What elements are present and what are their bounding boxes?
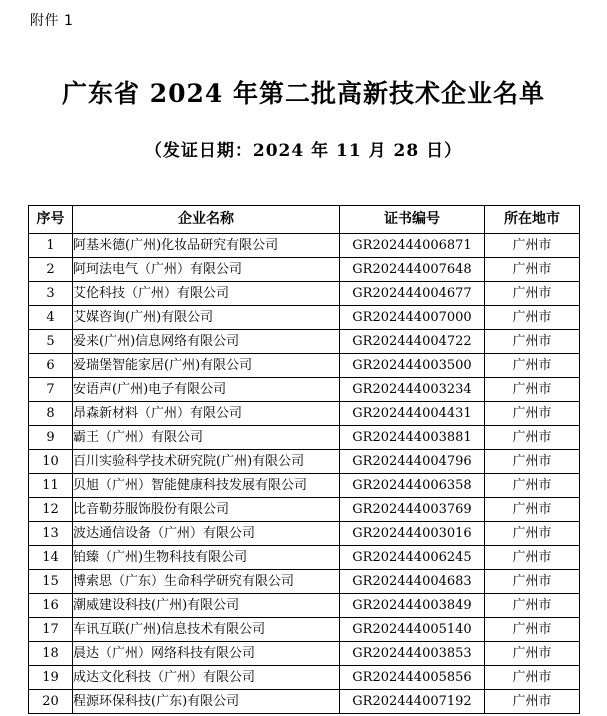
cell-enterprise-name: 霸王（广州）有限公司 (73, 426, 340, 450)
column-header-enterprise-name: 企业名称 (73, 206, 340, 234)
table-row (29, 354, 580, 378)
table-row (29, 258, 580, 282)
cell-city: 广州市 (485, 666, 580, 690)
table-row (29, 450, 580, 474)
cell-certificate-number: GR202444006871 (340, 234, 485, 258)
cell-enterprise-name: 博索思（广东）生命科学研究有限公司 (73, 570, 340, 594)
table-row (29, 402, 580, 426)
cell-city: 广州市 (485, 258, 580, 282)
cell-enterprise-name: 铂臻（广州)生物科技有限公司 (73, 546, 340, 570)
cell-enterprise-name: 比音勒芬服饰股份有限公司 (73, 498, 340, 522)
cell-enterprise-name: 艾伦科技（广州）有限公司 (73, 282, 340, 306)
table-row (29, 690, 580, 714)
cell-index: 16 (29, 594, 73, 618)
cell-city: 广州市 (485, 354, 580, 378)
column-header-index: 序号 (29, 206, 73, 234)
cell-city: 广州市 (485, 618, 580, 642)
cell-city: 广州市 (485, 546, 580, 570)
cell-city: 广州市 (485, 402, 580, 426)
page-subtitle: （发证日期：2024 年 11 月 28 日） (144, 141, 463, 161)
cell-certificate-number: GR202444003500 (340, 354, 485, 378)
table-body (29, 234, 580, 714)
table-row (29, 234, 580, 258)
cell-certificate-number: GR202444003853 (340, 642, 485, 666)
cell-enterprise-name: 阿珂法电气（广州）有限公司 (73, 258, 340, 282)
cell-index: 8 (29, 402, 73, 426)
table-row (29, 546, 580, 570)
cell-city: 广州市 (485, 282, 580, 306)
cell-index: 11 (29, 474, 73, 498)
cell-city: 广州市 (485, 234, 580, 258)
cell-enterprise-name: 晨达（广州）网络科技有限公司 (73, 642, 340, 666)
cell-index: 2 (29, 258, 73, 282)
cell-city: 广州市 (485, 642, 580, 666)
table-row (29, 618, 580, 642)
cell-enterprise-name: 贝旭（广州）智能健康科技发展有限公司 (73, 474, 340, 498)
cell-enterprise-name: 安语声(广州)电子有限公司 (73, 378, 340, 402)
cell-index: 9 (29, 426, 73, 450)
cell-certificate-number: GR202444003769 (340, 498, 485, 522)
table-row (29, 426, 580, 450)
table-row (29, 522, 580, 546)
cell-certificate-number: GR202444003849 (340, 594, 485, 618)
attachment-label: 附件 1 (30, 13, 74, 29)
cell-city: 广州市 (485, 450, 580, 474)
cell-enterprise-name: 程源环保科技(广东)有限公司 (73, 690, 340, 714)
column-header-city: 所在地市 (485, 206, 580, 234)
cell-index: 18 (29, 642, 73, 666)
cell-index: 1 (29, 234, 73, 258)
cell-certificate-number: GR202444007000 (340, 306, 485, 330)
table-row (29, 642, 580, 666)
cell-index: 3 (29, 282, 73, 306)
enterprise-list-table (28, 205, 580, 714)
cell-enterprise-name: 爱来(广州)信息网络有限公司 (73, 330, 340, 354)
cell-index: 15 (29, 570, 73, 594)
table-row (29, 306, 580, 330)
cell-certificate-number: GR202444004683 (340, 570, 485, 594)
cell-enterprise-name: 成达文化科技（广州）有限公司 (73, 666, 340, 690)
cell-enterprise-name: 波达通信设备（广州）有限公司 (73, 522, 340, 546)
table-row (29, 594, 580, 618)
cell-index: 6 (29, 354, 73, 378)
page-title: 广东省 2024 年第二批高新技术企业名单 (62, 79, 545, 108)
table-row (29, 498, 580, 522)
cell-enterprise-name: 车讯互联(广州)信息技术有限公司 (73, 618, 340, 642)
cell-index: 4 (29, 306, 73, 330)
cell-certificate-number: GR202444004677 (340, 282, 485, 306)
table-row (29, 666, 580, 690)
cell-index: 13 (29, 522, 73, 546)
cell-certificate-number: GR202444005140 (340, 618, 485, 642)
cell-enterprise-name: 百川实验科学技术研究院(广州)有限公司 (73, 450, 340, 474)
cell-enterprise-name: 昂森新材料（广州）有限公司 (73, 402, 340, 426)
cell-certificate-number: GR202444007192 (340, 690, 485, 714)
cell-city: 广州市 (485, 594, 580, 618)
cell-certificate-number: GR202444006245 (340, 546, 485, 570)
table-row (29, 282, 580, 306)
cell-city: 广州市 (485, 498, 580, 522)
table-row (29, 570, 580, 594)
cell-index: 19 (29, 666, 73, 690)
table-row (29, 378, 580, 402)
cell-index: 5 (29, 330, 73, 354)
cell-certificate-number: GR202444004722 (340, 330, 485, 354)
cell-index: 17 (29, 618, 73, 642)
cell-certificate-number: GR202444007648 (340, 258, 485, 282)
table-header-row (29, 206, 580, 234)
column-header-certificate-number: 证书编号 (340, 206, 485, 234)
cell-enterprise-name: 潮威建设科技(广州)有限公司 (73, 594, 340, 618)
cell-certificate-number: GR202444003881 (340, 426, 485, 450)
cell-city: 广州市 (485, 306, 580, 330)
cell-enterprise-name: 艾媒咨询(广州)有限公司 (73, 306, 340, 330)
cell-enterprise-name: 阿基米德(广州)化妆品研究有限公司 (73, 234, 340, 258)
cell-certificate-number: GR202444004796 (340, 450, 485, 474)
cell-index: 12 (29, 498, 73, 522)
cell-city: 广州市 (485, 426, 580, 450)
table-row (29, 330, 580, 354)
cell-index: 7 (29, 378, 73, 402)
cell-city: 广州市 (485, 690, 580, 714)
cell-city: 广州市 (485, 330, 580, 354)
cell-certificate-number: GR202444003016 (340, 522, 485, 546)
cell-index: 20 (29, 690, 73, 714)
cell-city: 广州市 (485, 474, 580, 498)
cell-certificate-number: GR202444003234 (340, 378, 485, 402)
cell-index: 14 (29, 546, 73, 570)
cell-certificate-number: GR202444005856 (340, 666, 485, 690)
cell-city: 广州市 (485, 522, 580, 546)
cell-certificate-number: GR202444004431 (340, 402, 485, 426)
table-row (29, 474, 580, 498)
cell-city: 广州市 (485, 570, 580, 594)
cell-city: 广州市 (485, 378, 580, 402)
cell-enterprise-name: 爱瑞堡智能家居(广州)有限公司 (73, 354, 340, 378)
cell-index: 10 (29, 450, 73, 474)
cell-certificate-number: GR202444006358 (340, 474, 485, 498)
